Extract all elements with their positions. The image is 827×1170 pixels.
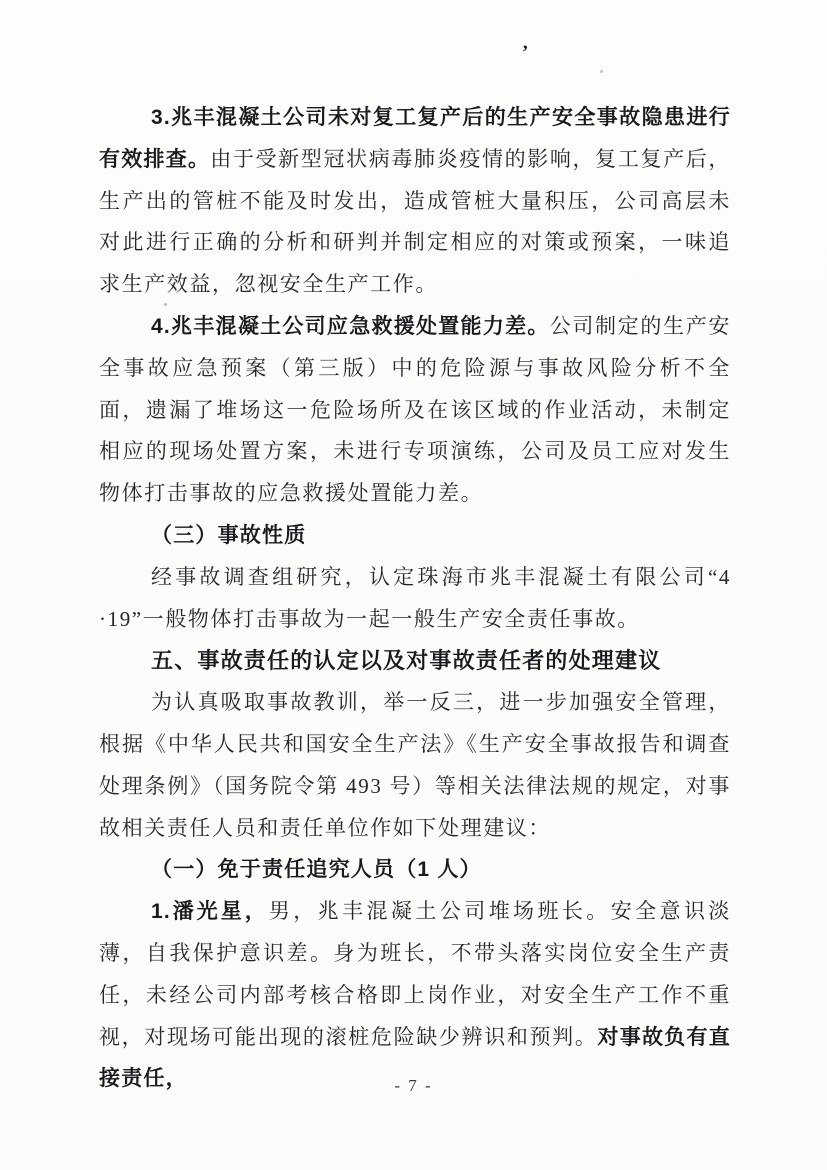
paragraph-legal-basis: 为认真吸取事故教训，举一反三，进一步加强安全管理，根据《中华人民共和国安全生产法》《生产安全事故报告和调查处理条例》（国务院令第 493 号）等相关法律法规的规定，对事故相关责任人员和责任单位作如下处理建议： [99, 690, 731, 840]
page-number: - 7 - [394, 1076, 433, 1095]
paragraph-pan-guangxing-bold-tail: 对事故负有直接责任， [99, 1025, 731, 1091]
paragraph-hazard-inspection-text: 由于受新型冠状病毒肺炎疫情的影响，复工复产后，生产出的管桩不能及时发出，造成管桩大量积压，公司高层未对此进行正确的分析和研判并制定相应的对策或预案，一味追求生产效益，忽视安全生产工作。 [99, 146, 731, 297]
paragraph-pan-guangxing-bold-lead: 1.潘光星， [151, 900, 269, 924]
document-body [99, 97, 731, 1100]
heading-section-five: 五、事故责任的认定以及对事故责任者的处理建议 [151, 648, 662, 674]
heading-exempt-persons: （一）免于责任追究人员（1 人） [151, 858, 482, 882]
paragraph-pan-guangxing [99, 891, 731, 1100]
scan-speck [600, 70, 603, 73]
paragraph-hazard-inspection [99, 97, 731, 306]
paragraph-emergency-response-bold-lead: 4.兆丰混凝土公司应急救援处置能力差。 [151, 314, 550, 338]
paragraph-emergency-response-text: 公司制定的生产安全事故应急预案（第三版）中的危险源与事故风险分析不全面，遗漏了堆场这一危险场所及在该区域的作业活动，未制定相应的现场处置方案，未进行专项演练，公司及员工应对发生物体打击事故的应急救援处置能力差。 [99, 313, 731, 506]
heading-accident-nature: （三）事故性质 [151, 523, 307, 547]
paragraph-pan-guangxing-text: 男，兆丰混凝土公司堆场班长。安全意识淡薄，自我保护意识差。身为班长，不带头落实岗位安全生产责任，未经公司内部考核合格即上岗作业，对安全生产工作不重视，对现场可能出现的滚桩危险缺少辨识和预判。 [99, 899, 731, 1049]
stray-ink-mark: ’ [522, 42, 529, 63]
paragraph-nature-finding: 经事故调查组研究，认定珠海市兆丰混凝土有限公司“4 ·19”一般物体打击事故为一起一般生产安全责任事故。 [99, 564, 731, 631]
paragraph-emergency-response [99, 306, 731, 515]
page-footer [0, 1076, 827, 1096]
paragraph-hazard-inspection-bold-lead: 3.兆丰混凝土公司未对复工复产后的生产安全事故隐患进行有效排查。 [99, 106, 731, 171]
